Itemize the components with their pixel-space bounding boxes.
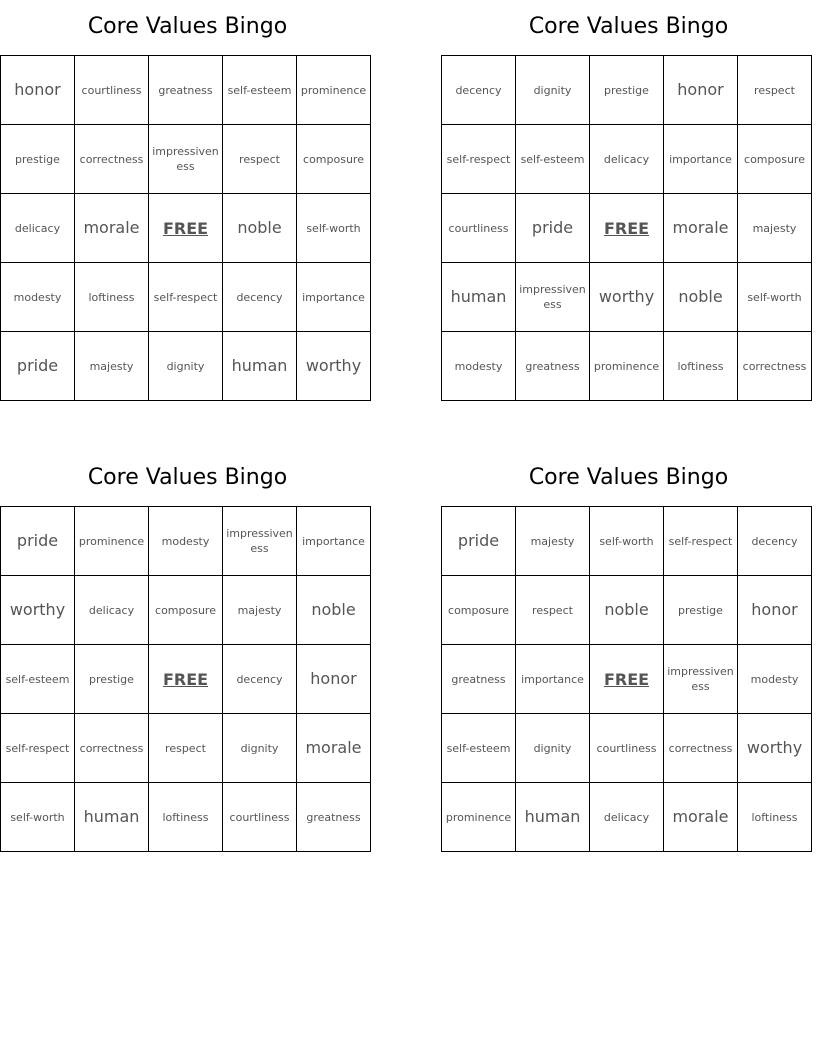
bingo-cell: courtliness	[442, 194, 516, 263]
bingo-cell: noble	[223, 194, 297, 263]
bingo-cell: loftiness	[75, 263, 149, 332]
bingo-cell: self-respect	[149, 263, 223, 332]
bingo-cell: delicacy	[75, 576, 149, 645]
bingo-cell: greatness	[442, 645, 516, 714]
bingo-cell: courtliness	[223, 783, 297, 852]
bingo-cell: prestige	[590, 56, 664, 125]
card-title: Core Values Bingo	[87, 465, 288, 490]
bingo-cell: noble	[664, 263, 738, 332]
free-space-cell: FREE	[590, 194, 664, 263]
bingo-cell: honor	[664, 56, 738, 125]
bingo-cell: respect	[738, 56, 812, 125]
bingo-cell: composure	[297, 125, 371, 194]
bingo-cell: respect	[223, 125, 297, 194]
free-space-cell: FREE	[590, 645, 664, 714]
bingo-cell: dignity	[516, 56, 590, 125]
bingo-cell: greatness	[516, 332, 590, 401]
free-space-cell: FREE	[149, 194, 223, 263]
bingo-cell: morale	[664, 194, 738, 263]
bingo-cell: self-worth	[1, 783, 75, 852]
bingo-cell: importance	[516, 645, 590, 714]
bingo-cell: courtliness	[590, 714, 664, 783]
bingo-cell: decency	[223, 645, 297, 714]
bingo-cell: majesty	[223, 576, 297, 645]
bingo-cell: impressiveness	[516, 263, 590, 332]
bingo-cell: impressiveness	[223, 507, 297, 576]
bingo-cell: composure	[149, 576, 223, 645]
bingo-grid	[0, 55, 371, 401]
bingo-cell: modesty	[442, 332, 516, 401]
bingo-grid	[441, 55, 812, 401]
bingo-cell: correctness	[738, 332, 812, 401]
bingo-cell: dignity	[149, 332, 223, 401]
bingo-cell: self-respect	[1, 714, 75, 783]
bingo-cell: self-worth	[297, 194, 371, 263]
bingo-cell: morale	[75, 194, 149, 263]
bingo-cell: pride	[1, 507, 75, 576]
bingo-cell: pride	[516, 194, 590, 263]
bingo-cell: greatness	[149, 56, 223, 125]
bingo-cell: importance	[664, 125, 738, 194]
bingo-cell: prominence	[590, 332, 664, 401]
bingo-cell: pride	[1, 332, 75, 401]
bingo-grid	[441, 506, 812, 852]
bingo-cell: self-esteem	[223, 56, 297, 125]
bingo-cell: prominence	[297, 56, 371, 125]
bingo-cell: worthy	[1, 576, 75, 645]
bingo-cell: modesty	[149, 507, 223, 576]
bingo-cell: morale	[297, 714, 371, 783]
bingo-cell: worthy	[738, 714, 812, 783]
card-title: Core Values Bingo	[528, 465, 729, 490]
bingo-cell: dignity	[223, 714, 297, 783]
bingo-cell: impressiveness	[149, 125, 223, 194]
bingo-cell: composure	[738, 125, 812, 194]
bingo-cell: worthy	[590, 263, 664, 332]
bingo-cell: honor	[1, 56, 75, 125]
bingo-cell: self-esteem	[1, 645, 75, 714]
bingo-cell: prestige	[75, 645, 149, 714]
bingo-cell: decency	[223, 263, 297, 332]
bingo-cell: human	[75, 783, 149, 852]
bingo-cell: correctness	[75, 125, 149, 194]
bingo-cell: self-respect	[442, 125, 516, 194]
bingo-cell: modesty	[738, 645, 812, 714]
bingo-cell: majesty	[516, 507, 590, 576]
card-title: Core Values Bingo	[528, 14, 729, 39]
bingo-cell: correctness	[75, 714, 149, 783]
bingo-cell: decency	[442, 56, 516, 125]
bingo-cell: prestige	[1, 125, 75, 194]
bingo-cell: modesty	[1, 263, 75, 332]
bingo-cell: loftiness	[149, 783, 223, 852]
bingo-cell: self-esteem	[516, 125, 590, 194]
bingo-cell: pride	[442, 507, 516, 576]
bingo-cell: delicacy	[590, 125, 664, 194]
bingo-cell: importance	[297, 507, 371, 576]
bingo-cell: delicacy	[590, 783, 664, 852]
bingo-cell: prestige	[664, 576, 738, 645]
card-title: Core Values Bingo	[87, 14, 288, 39]
bingo-cell: honor	[297, 645, 371, 714]
bingo-cell: human	[516, 783, 590, 852]
bingo-cell: impressiveness	[664, 645, 738, 714]
bingo-cell: human	[442, 263, 516, 332]
bingo-cell: self-worth	[738, 263, 812, 332]
bingo-cell: courtliness	[75, 56, 149, 125]
bingo-cell: human	[223, 332, 297, 401]
bingo-cell: majesty	[75, 332, 149, 401]
bingo-cell: delicacy	[1, 194, 75, 263]
bingo-cell: composure	[442, 576, 516, 645]
bingo-cell: decency	[738, 507, 812, 576]
bingo-cell: greatness	[297, 783, 371, 852]
bingo-cell: prominence	[442, 783, 516, 852]
bingo-cell: self-esteem	[442, 714, 516, 783]
bingo-cell: respect	[149, 714, 223, 783]
bingo-cell: respect	[516, 576, 590, 645]
bingo-cell: noble	[297, 576, 371, 645]
bingo-cell: self-worth	[590, 507, 664, 576]
bingo-grid	[0, 506, 371, 852]
bingo-cell: correctness	[664, 714, 738, 783]
bingo-cell: loftiness	[664, 332, 738, 401]
bingo-cell: prominence	[75, 507, 149, 576]
bingo-cell: importance	[297, 263, 371, 332]
bingo-cell: worthy	[297, 332, 371, 401]
bingo-cell: honor	[738, 576, 812, 645]
free-space-cell: FREE	[149, 645, 223, 714]
bingo-cell: noble	[590, 576, 664, 645]
bingo-cell: dignity	[516, 714, 590, 783]
bingo-cell: majesty	[738, 194, 812, 263]
bingo-cell: loftiness	[738, 783, 812, 852]
bingo-cell: self-respect	[664, 507, 738, 576]
bingo-cell: morale	[664, 783, 738, 852]
